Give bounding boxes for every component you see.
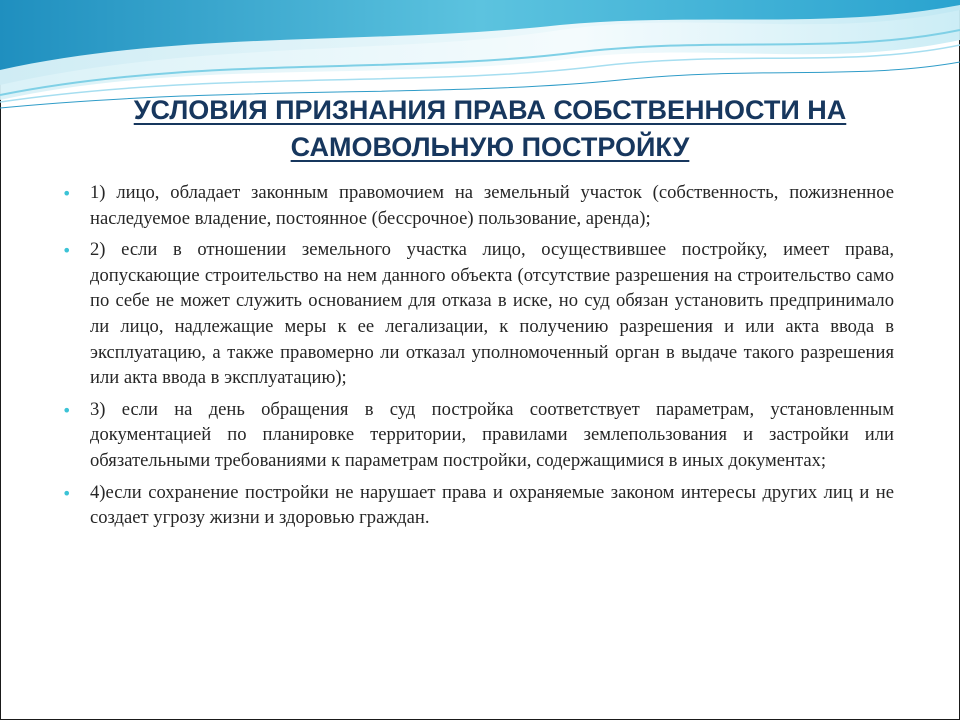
list-item: [62, 480, 894, 531]
bullet-text: 4)если сохранение постройки не нарушает права и охраняемые законом интересы других лиц и не создает угрозу жизни и здоровью граждан.: [90, 481, 894, 529]
list-item: [62, 397, 894, 474]
bullet-text: 3) если на день обращения в суд постройка соответствует параметрам, установленным документацией по планировке территории, правилами землепользования и застройки или обязательными требованиями к параметрам постройки, содержащимися в иных документах;: [90, 398, 894, 471]
bullet-list: [62, 180, 894, 537]
list-item: [62, 237, 894, 391]
bullet-icon: •: [62, 184, 72, 203]
bullet-icon: •: [62, 241, 72, 261]
bullet-icon: •: [62, 483, 72, 503]
slide-title: УСЛОВИЯ ПРИЗНАНИЯ ПРАВА СОБСТВЕННОСТИ НА САМОВОЛЬНУЮ ПОСТРОЙКУ: [133, 95, 847, 162]
bullet-text: 1) лицо, обладает законным правомочием на земельный участок (собственность, пожизненное наследуемое владение, постоянное (бессрочное) пользование, аренда);: [90, 182, 894, 229]
bullet-icon: •: [62, 400, 72, 420]
list-item: [62, 180, 894, 231]
bullet-text: 2) если в отношении земельного участка лицо, осуществившее постройку, имеет права, допускающие строительство на нем данного объекта (отсутствие разрешения на строительство само по себе не может служить основанием для отказа в иске, но суд обязан установить предпринимало ли лицо, надлежащие меры к ее легализации, к получению разрешения и или акта ввода в эксплуатацию, а также правомерно ли отказал уполномоченный орган в выдаче такого разрешения или акта ввода в эксплуатацию);: [90, 239, 894, 389]
